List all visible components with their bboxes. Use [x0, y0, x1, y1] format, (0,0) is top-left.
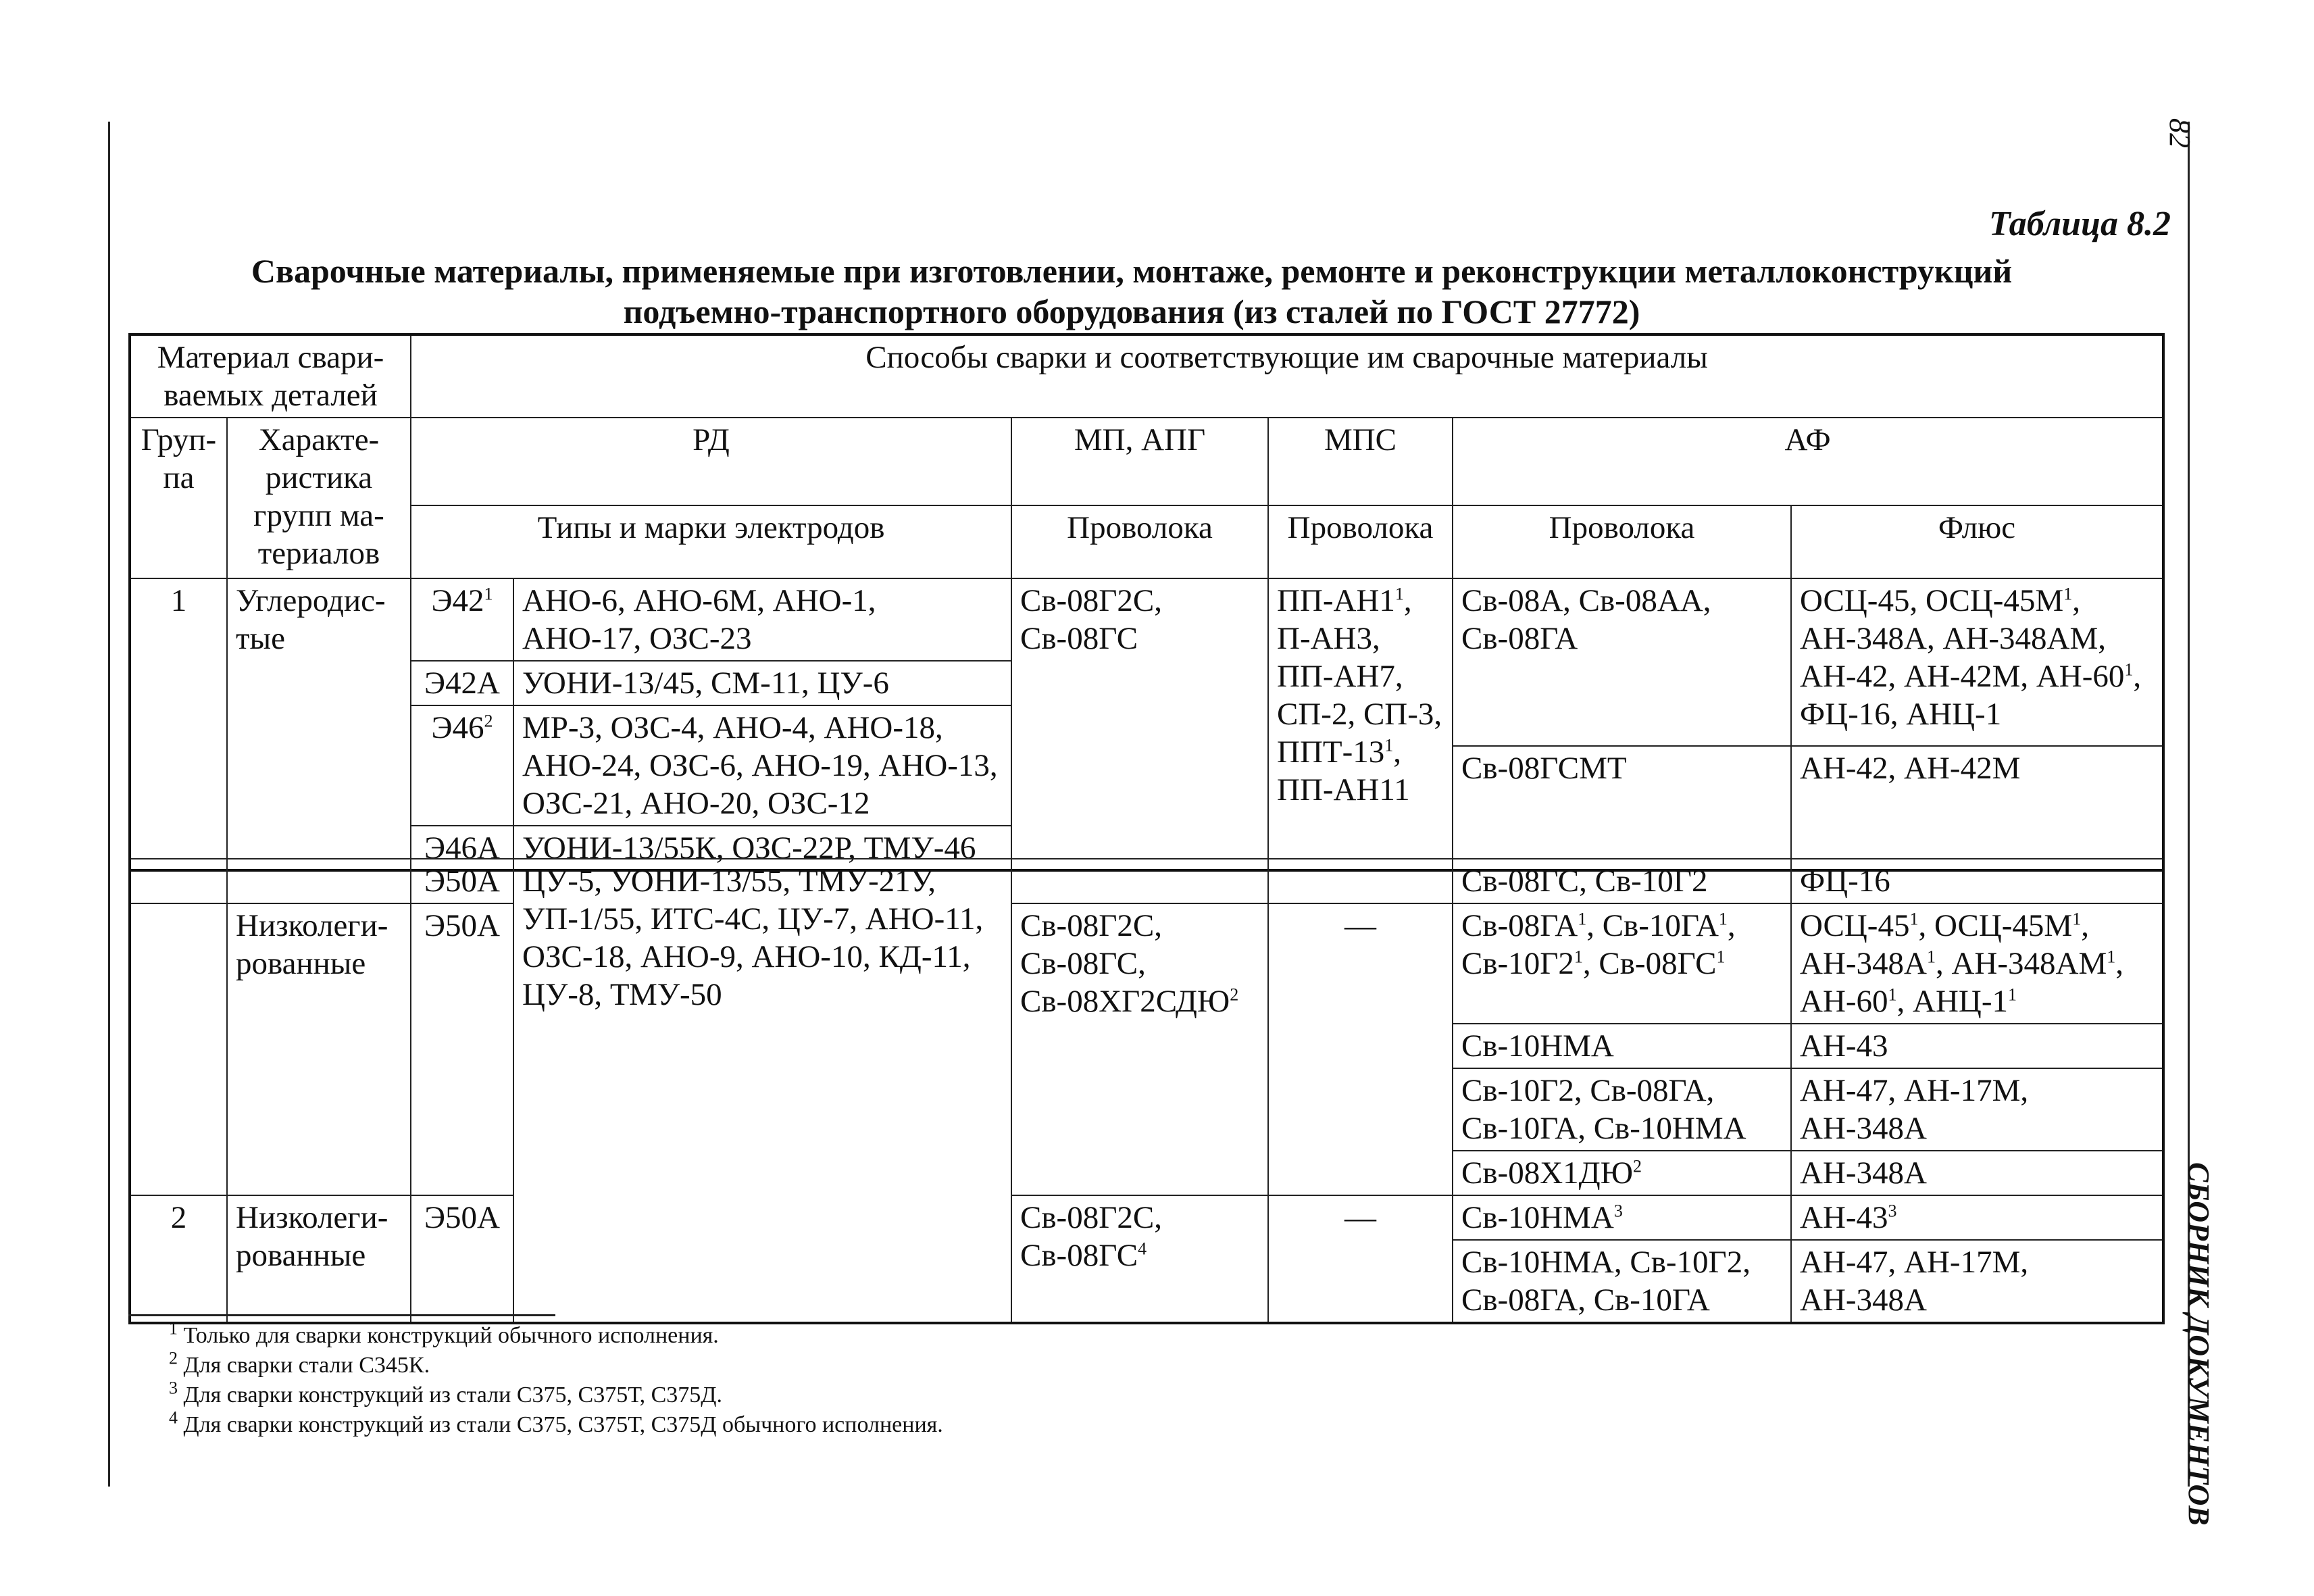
af-wire-7: $Св-08Х1ДЮ^2$ [1453, 1151, 1791, 1195]
table-label: Таблица 8.2 [1988, 205, 2171, 243]
af-flux-3: ФЦ-16 [1791, 859, 2163, 903]
table-row [130, 903, 2163, 1024]
table-title-line2: подъемно-транспортного оборудования (из сталей по ГОСТ 27772) [623, 293, 1640, 330]
af-flux-1: ОСЦ-45, ОСЦ-$45М^1$, АН-348А, АН-348АМ, АН-42, АН-42М, $АН-60^1$, ФЦ-16, АНЦ-1 [1791, 578, 2163, 746]
electrode-type-e46a: Э46А [411, 826, 513, 870]
table-title-line1: Сварочные материалы, применяемые при изготовлении, монтаже, ремонте и реконструкции металлоконструкций [251, 252, 2013, 290]
header-row-3 [130, 505, 2163, 578]
page-number: 82 [2163, 118, 2196, 148]
footnote-separator [128, 1314, 555, 1316]
header-mps: МПС [1268, 418, 1453, 505]
electrode-brands-e42: АНО-6, АНО-6М, АНО-1, АНО-17, ОЗС-23 [513, 578, 1011, 661]
group-1-cont [130, 859, 227, 903]
group-1-low-characteristic: Низколеги-рованные [227, 903, 411, 1195]
af-flux-5: АН-43 [1791, 1024, 2163, 1068]
af-wire-3: Св-08ГС, Св-10Г2 [1453, 859, 1791, 903]
electrode-brands-e42a: УОНИ-13/45, СМ-11, ЦУ-6 [513, 661, 1011, 705]
electrode-brands-e46: МР-3, ОЗС-4, АНО-4, АНО-18, АНО-24, ОЗС-6, АНО-19, АНО-13, ОЗС-21, АНО-20, ОЗС-12 [513, 705, 1011, 826]
header-electrode-types: Типы и марки электродов [411, 505, 1011, 578]
footnote-3: $^3$ Для сварки конструкций из стали С375, С375Т, С375Д. [169, 1378, 722, 1407]
af-flux-6: АН-47, АН-17М, АН-348А [1791, 1068, 2163, 1151]
header-group: Груп-па [130, 418, 227, 578]
left-margin-line [108, 122, 110, 1487]
header-flux: Флюс [1791, 505, 2163, 578]
mp-wire-low: Св-08Г2С, Св-08ГС, Св-08ХГ2СДЮ$^2$ [1011, 903, 1268, 1195]
mps-wire-low: — [1268, 903, 1453, 1195]
header-row-1 [130, 334, 2163, 418]
header-wire-af: Проволока [1453, 505, 1791, 578]
header-methods: Способы сварки и соответствующие им сварочные материалы [411, 334, 2163, 418]
af-wire-1: Св-08А, Св-08АА, Св-08ГА [1453, 578, 1791, 746]
footnote-1: $^1$ Только для сварки конструкций обычного исполнения. [169, 1318, 719, 1348]
welding-materials-table-lower [128, 858, 2165, 1324]
af-wire-6: Св-10Г2, Св-08ГА, Св-10ГА, Св-10НМА [1453, 1068, 1791, 1151]
af-flux-7: АН-348А [1791, 1151, 2163, 1195]
af-wire-8: Св-10НМА$^3$ [1453, 1195, 1791, 1240]
mps-wire-group-1: $ПП-АН1^1$, П-АН3, ПП-АН7, СП-2, СП-3, ППТ-$13^1$, ПП-АН11 [1268, 578, 1453, 870]
running-title: СБОРНИК ДОКУМЕНТОВ [2182, 1162, 2215, 1526]
group-2: 2 [130, 1195, 227, 1323]
header-af: АФ [1453, 418, 2163, 505]
header-wire-mp: Проволока [1011, 505, 1268, 578]
welding-materials-table [128, 333, 2165, 872]
electrode-type-e42: $Э42^1$ [411, 578, 513, 661]
header-mp-apg: МП, АПГ [1011, 418, 1268, 505]
footnote-4: $^4$ Для сварки конструкций из стали С375, С375Т, С375Д обычного исполнения. [169, 1407, 943, 1437]
header-rd: РД [411, 418, 1011, 505]
header-row-2 [130, 418, 2163, 505]
af-flux-2: АН-42, АН-42М [1791, 746, 2163, 870]
mps-wire-group-2: — [1268, 1195, 1453, 1323]
mp-wire-group-1-cont [1011, 859, 1268, 903]
mps-wire-group-1-cont [1268, 859, 1453, 903]
electrode-brands-e46a: УОНИ-13/55К, ОЗС-22Р, ТМУ-46 [513, 826, 1011, 870]
group-1-char-cont [227, 859, 411, 903]
header-wire-mps: Проволока [1268, 505, 1453, 578]
header-material: Материал свари-ваемых деталей [130, 334, 411, 418]
af-wire-9: Св-10НМА, Св-10Г2, Св-08ГА, Св-10ГА [1453, 1240, 1791, 1323]
electrode-brands-e50a: ЦУ-5, УОНИ-13/55, ТМУ-21У, УП-1/55, ИТС-4С, ЦУ-7, АНО-11, ОЗС-18, АНО-9, АНО-10, КД-11, ЦУ-8, ТМУ-50 [513, 859, 1011, 1323]
af-wire-2: Св-08ГСМТ [1453, 746, 1791, 870]
group-1-characteristic: Углеродис-тые [227, 578, 411, 870]
header-characteristic: Характе-ристика групп ма-териалов [227, 418, 411, 578]
af-flux-9: АН-47, АН-17М, АН-348А [1791, 1240, 2163, 1323]
electrode-type-e42a: Э42А [411, 661, 513, 705]
af-flux-4: ОСЦ-$45^1$, ОСЦ-$45М^1$, $АН-348А^1$, $АН-348АМ^1$, $АН-60^1$, АНЦ-$1^1$ [1791, 903, 2163, 1024]
group-1: 1 [130, 578, 227, 870]
electrode-type-e50a-2: Э50А [411, 903, 513, 1195]
table-row [130, 1195, 2163, 1240]
af-wire-4: $Св-08ГА^1$, $Св-10ГА^1$, $Св-10Г2^1$, $Св-08ГС^1$ [1453, 903, 1791, 1024]
group-1-low-cont [130, 903, 227, 1195]
af-flux-8: $АН-43^3$ [1791, 1195, 2163, 1240]
mp-wire-group-1: Св-08Г2С, Св-08ГС [1011, 578, 1268, 870]
table-row [130, 859, 2163, 903]
mp-wire-group-2: Св-08Г2С, $Св-08ГС^4$ [1011, 1195, 1268, 1323]
electrode-type-e50a-3: Э50А [411, 1195, 513, 1323]
table-row [130, 578, 2163, 661]
electrode-type-e50a-1: Э50А [411, 859, 513, 903]
footnotes [169, 1318, 943, 1440]
electrode-type-e46: $Э46^2$ [411, 705, 513, 826]
af-wire-5: Св-10НМА [1453, 1024, 1791, 1068]
footnote-2: $^2$ Для сварки стали С345К. [169, 1348, 430, 1378]
group-2-characteristic: Низколеги-рованные [227, 1195, 411, 1323]
